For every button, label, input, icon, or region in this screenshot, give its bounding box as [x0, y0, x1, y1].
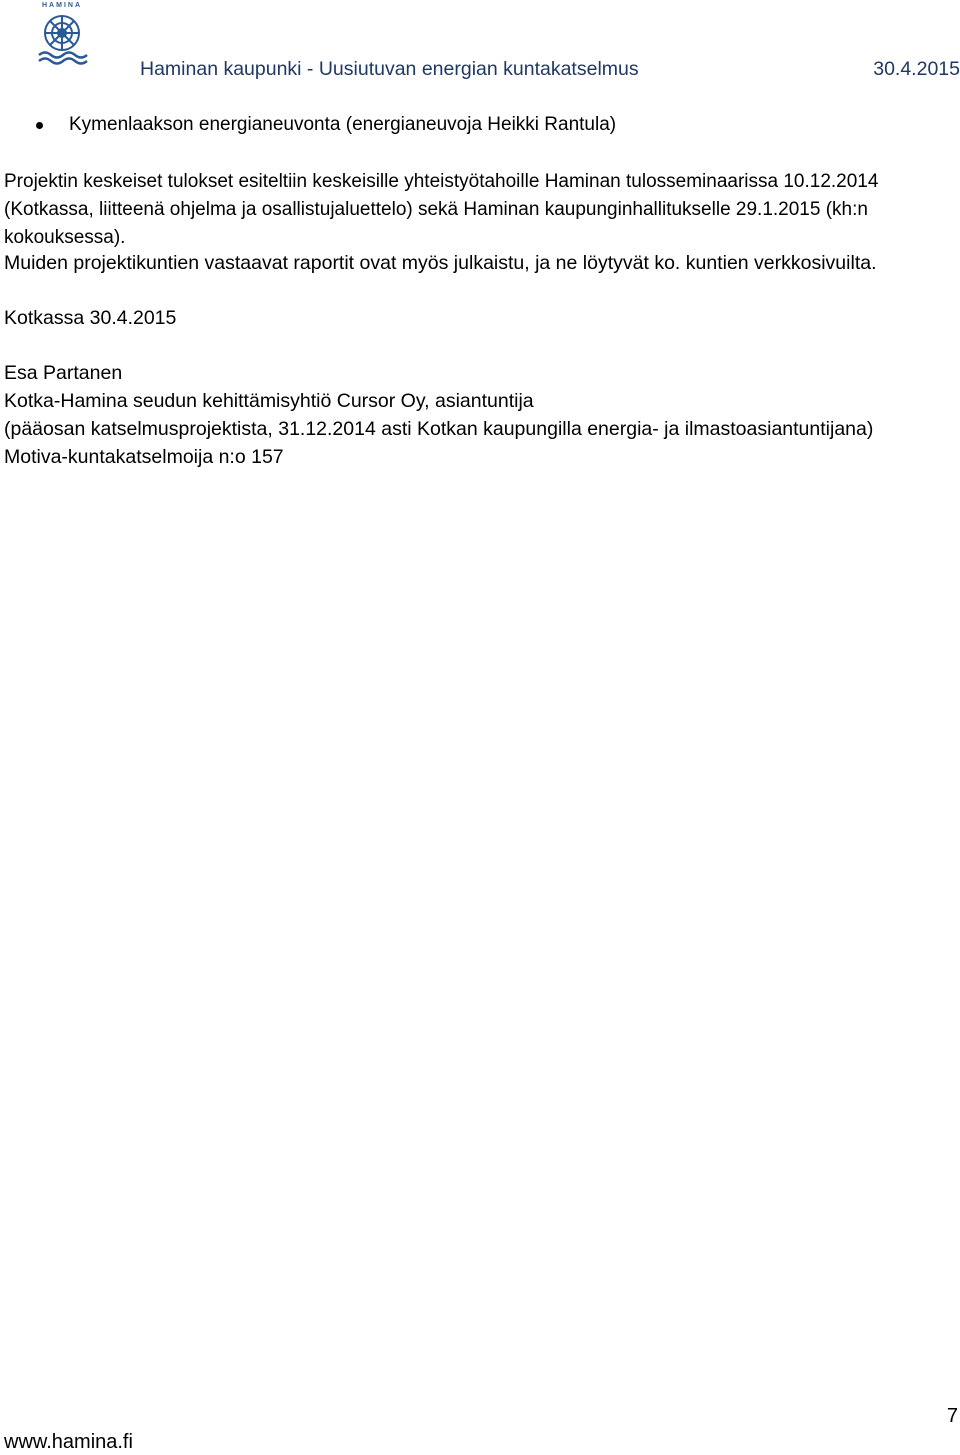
place-date: Kotkassa 30.4.2015 — [4, 307, 177, 329]
footer-url[interactable]: www.hamina.fi — [4, 1431, 133, 1453]
signature-id: Motiva-kuntakatselmoija n:o 157 — [4, 446, 284, 468]
signature-name: Esa Partanen — [4, 362, 123, 384]
header-title: Haminan kaupunki - Uusiutuvan energian kuntakatselmus — [140, 58, 639, 80]
bullet-item: Kymenlaakson energianeuvonta (energianeuvoja Heikki Rantula) — [69, 114, 617, 135]
reports-paragraph: Muiden projektikuntien vastaavat raportit ovat myös julkaistu, ja ne löytyvät ko. kuntien verkkosivuilta. — [4, 252, 877, 274]
results-paragraph: Projektin keskeiset tulokset esiteltiin keskeisille yhteistyötahoille Haminan tulosseminaarissa 10.12.2014 (Kotkassa, liitteenä ohjelma ja osallistujaluettelo) sekä Haminan kaupunginhallitukselle 29.1.2015 (kh:n kokouksessa). — [4, 171, 879, 248]
signature-role: Kotka-Hamina seudun kehittämisyhtiö Cursor Oy, asiantuntija — [4, 390, 534, 412]
hamina-coat-of-arms-icon — [33, 9, 91, 67]
bullet-dot-icon — [36, 122, 43, 129]
header-date: 30.4.2015 — [873, 58, 960, 80]
signature-note: (pääosan katselmusprojektista, 31.12.2014 asti Kotkan kaupungilla energia- ja ilmastoasiantuntijana) — [4, 418, 874, 440]
page-number: 7 — [946, 1405, 958, 1427]
hamina-logo — [33, 2, 91, 68]
logo-wordmark: HAMINA — [42, 2, 82, 9]
